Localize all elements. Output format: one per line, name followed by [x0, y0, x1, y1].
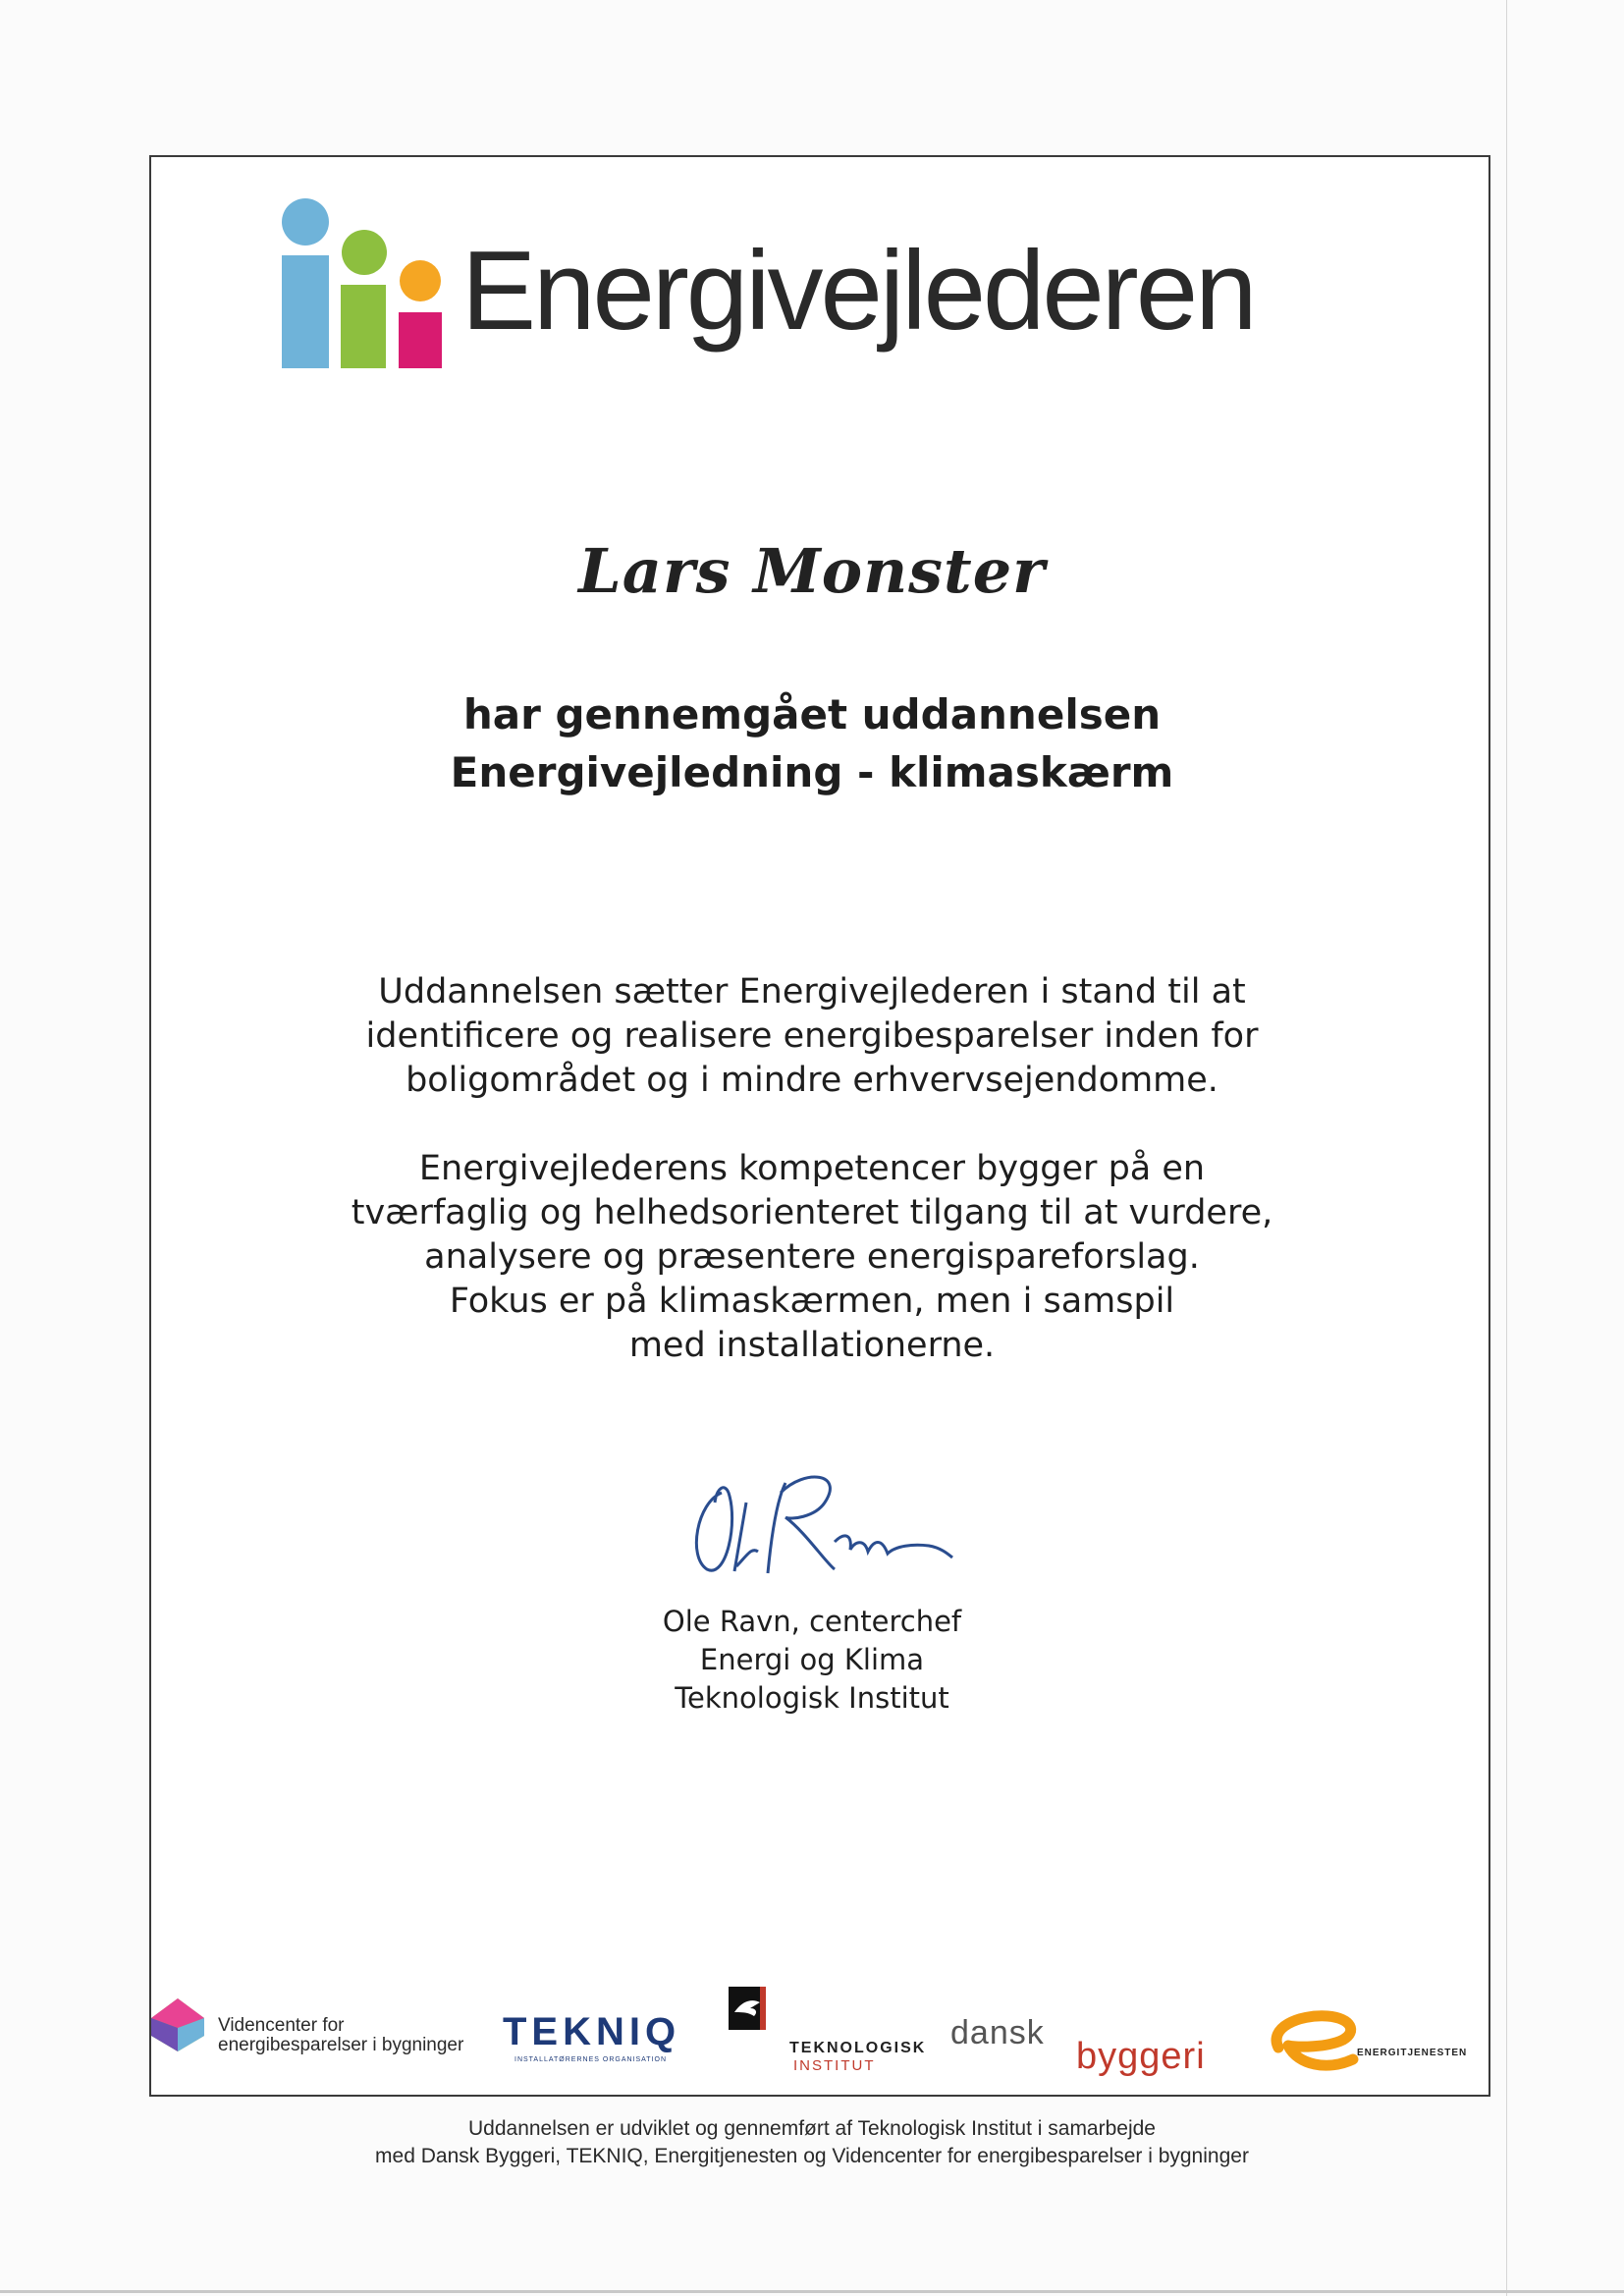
footer-note	[0, 2115, 1624, 2170]
course-line-2: Energivejledning - klimaskærm	[450, 748, 1174, 796]
dansk-logo-text: dansk	[950, 2014, 1045, 2051]
videncenter-line-2: energibesparelser i bygninger	[218, 2035, 464, 2055]
byggeri-logo-text: byggeri	[1076, 2036, 1206, 2077]
videncenter-logo-text	[218, 2016, 463, 2055]
energitjenesten-e-icon	[1259, 2008, 1367, 2077]
signer-block	[0, 1603, 1624, 1718]
scan-edge-bottom	[0, 2290, 1624, 2293]
course-line-1: har gennemgået uddannelsen	[462, 690, 1162, 738]
certificate-frame	[149, 155, 1490, 2097]
footer-line-2: med Dansk Byggeri, TEKNIQ, Energitjenesten og Videncenter for energibesparelser i bygninger	[375, 2145, 1249, 2167]
logo-wordmark: Energivejlederen	[461, 229, 1255, 354]
energivejlederen-logo	[280, 196, 1360, 383]
course-title	[0, 685, 1624, 801]
videncenter-house-icon	[149, 1996, 206, 2053]
description-line: Fokus er på klimaskærmen, men i samspil	[449, 1282, 1175, 1321]
teknologisk-institut-emblem-icon	[729, 1987, 766, 2030]
tekniq-tagline: INSTALLATØRERNES ORGANISATION	[514, 2056, 668, 2063]
partner-logos	[149, 1979, 1490, 2095]
signer-institution: Teknologisk Institut	[675, 1681, 949, 1715]
footer-line-1: Uddannelsen er udviklet og gennemført af Teknologisk Institut i samarbejde	[467, 2117, 1156, 2140]
signature-icon	[677, 1463, 962, 1601]
people-logo-icon	[280, 196, 447, 368]
description-line: boligområdet og i mindre erhvervsejendomme.	[406, 1061, 1218, 1100]
videncenter-line-1: Videncenter for	[218, 2015, 345, 2036]
teknologisk-logo-text: TEKNOLOGISK	[789, 2040, 927, 2056]
description-line: identificere og realisere energibesparelser inden for	[365, 1016, 1259, 1056]
description-line: med installationerne.	[628, 1326, 996, 1365]
institut-logo-text: INSTITUT	[793, 2057, 876, 2074]
signer-department: Energi og Klima	[699, 1643, 925, 1676]
description-paragraph-2	[0, 1147, 1624, 1368]
signer-name: Ole Ravn, centerchef	[662, 1605, 962, 1638]
description-line: Uddannelsen sætter Energivejlederen i stand til at	[378, 972, 1246, 1011]
tekniq-logo: TEKNIQ	[503, 2010, 681, 2053]
energitjenesten-logo-text: ENERGITJENESTEN	[1357, 2048, 1468, 2058]
description-paragraph-1	[0, 970, 1624, 1103]
recipient-name: Lars Monster	[578, 535, 1046, 607]
description-line: tværfaglig og helhedsorienteret tilgang til at vurdere,	[351, 1193, 1273, 1232]
description-line: Energivejlederens kompetencer bygger på en	[418, 1149, 1206, 1188]
description-line: analysere og præsentere energispareforslag.	[424, 1237, 1200, 1277]
